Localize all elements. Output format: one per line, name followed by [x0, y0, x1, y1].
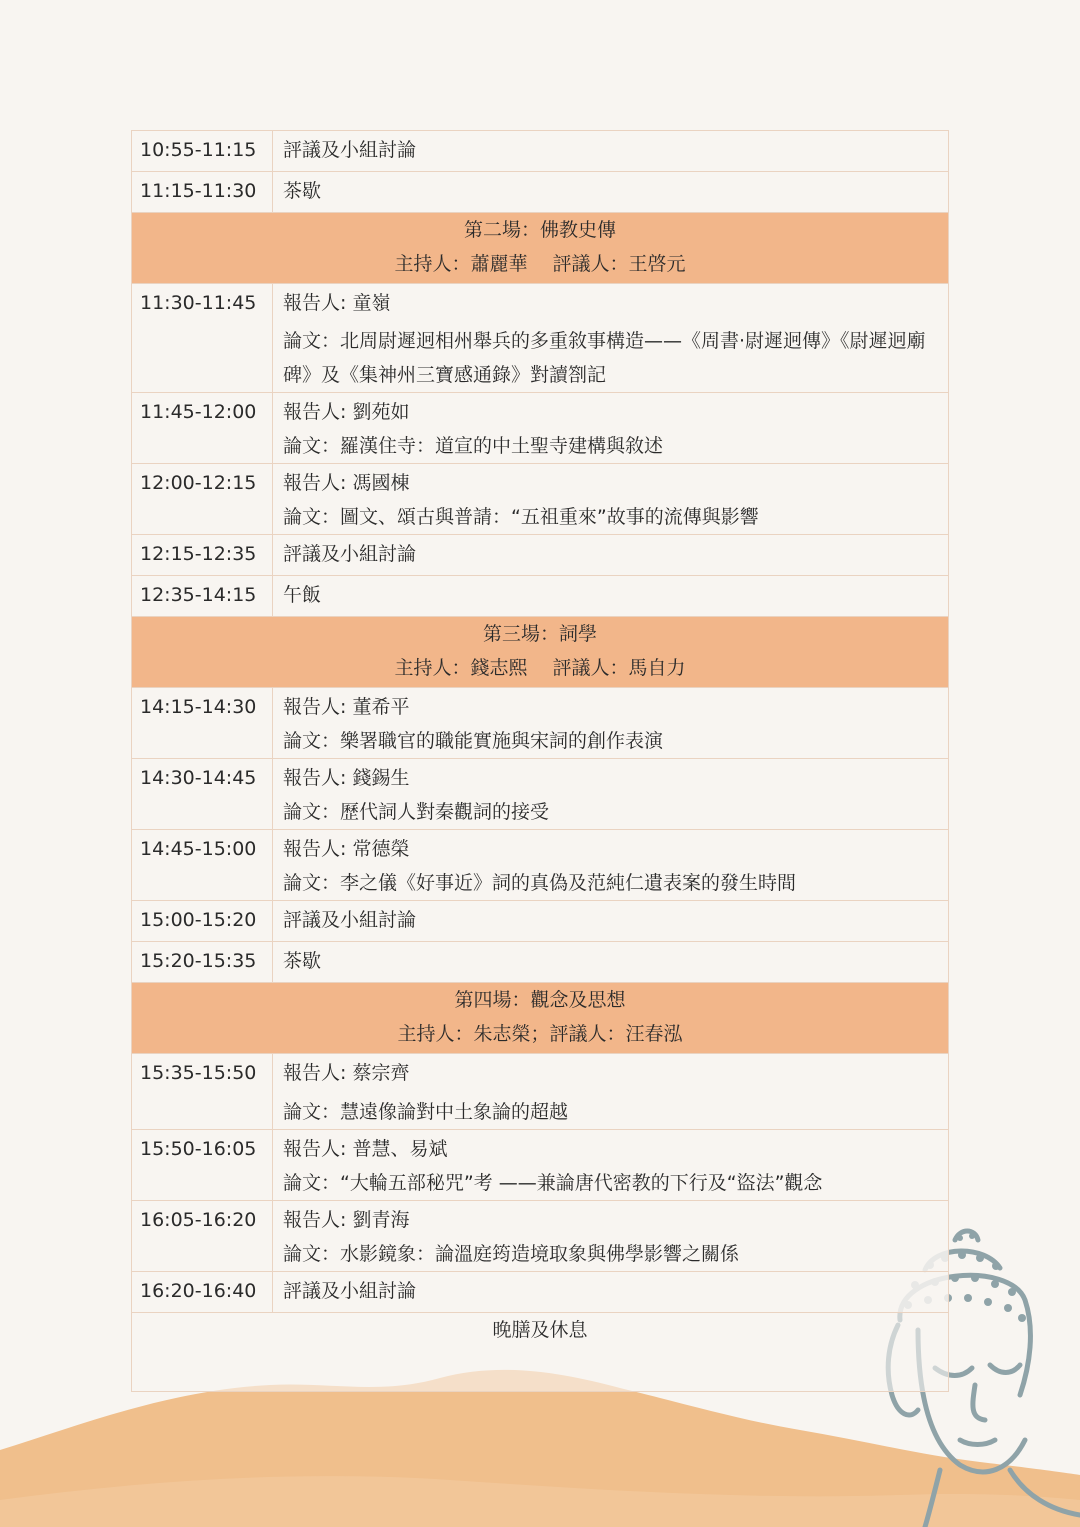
speaker-label: 報告人: 劉苑如: [283, 401, 410, 423]
time-cell: 12:00-12:15: [132, 464, 273, 535]
speaker-label: 報告人: 董希平: [283, 696, 410, 718]
paper-title: 論文：水影鏡象：論溫庭筠造境取象與佛學影響之關係: [283, 1243, 740, 1265]
session-hosts: 主持人：錢志熙 評議人：馬自力: [394, 657, 686, 679]
time-cell: 14:45-15:00: [132, 830, 273, 901]
talk-cell: [273, 688, 949, 759]
session-cell: [132, 213, 949, 284]
table-row: [132, 576, 949, 617]
table-row: [132, 535, 949, 576]
time-cell: 10:55-11:15: [132, 131, 273, 172]
speaker-label: 報告人: 錢錫生: [283, 767, 410, 789]
table-row: [132, 688, 949, 759]
table-row: [132, 172, 949, 213]
talk-cell: [273, 1054, 949, 1130]
table-row: [132, 131, 949, 172]
session-title: 第二場：佛教史傳: [463, 219, 616, 241]
speaker-label: 報告人: 馮國棟: [283, 472, 410, 494]
event-cell: 評議及小組討論: [273, 901, 949, 942]
time-cell: 12:35-14:15: [132, 576, 273, 617]
event-cell: 午飯: [273, 576, 949, 617]
table-row: [132, 464, 949, 535]
event-cell: 茶歇: [273, 172, 949, 213]
table-row: [132, 901, 949, 942]
paper-title: 論文：“大輪五部秘咒”考 ——兼論唐代密教的下行及“盜法”觀念: [283, 1172, 823, 1194]
table-row: [132, 284, 949, 393]
table-row: [132, 393, 949, 464]
closing-row: [132, 1313, 949, 1392]
talk-cell: [273, 759, 949, 830]
session-cell: [132, 617, 949, 688]
time-cell: 11:30-11:45: [132, 284, 273, 393]
session-hosts: 主持人：蕭麗華 評議人：王啓元: [394, 253, 686, 275]
table-row: [132, 1130, 949, 1201]
time-cell: 14:30-14:45: [132, 759, 273, 830]
time-cell: 11:15-11:30: [132, 172, 273, 213]
time-cell: 15:00-15:20: [132, 901, 273, 942]
time-cell: 14:15-14:30: [132, 688, 273, 759]
table-row: [132, 759, 949, 830]
session-header: [132, 617, 949, 688]
session-cell: [132, 983, 949, 1054]
talk-cell: [273, 1201, 949, 1272]
paper-title: 論文：圖文、頌古與普請：“五祖重來”故事的流傳與影響: [283, 506, 759, 528]
session-header: [132, 213, 949, 284]
table-row: [132, 1272, 949, 1313]
table-row: [132, 1201, 949, 1272]
closing-cell: 晚膳及休息: [132, 1313, 949, 1392]
paper-title: 論文：羅漢住寺：道宣的中土聖寺建構與敘述: [283, 435, 664, 457]
time-cell: 15:35-15:50: [132, 1054, 273, 1130]
speaker-label: 報告人: 蔡宗齊: [283, 1062, 410, 1084]
time-cell: 16:05-16:20: [132, 1201, 273, 1272]
event-cell: 評議及小組討論: [273, 131, 949, 172]
talk-cell: [273, 464, 949, 535]
event-cell: 評議及小組討論: [273, 535, 949, 576]
time-cell: 12:15-12:35: [132, 535, 273, 576]
talk-cell: [273, 284, 949, 393]
session-title: 第四場：觀念及思想: [454, 989, 626, 1011]
paper-title: 論文：李之儀《好事近》詞的真偽及范純仁遺表案的發生時間: [283, 872, 797, 894]
event-cell: 茶歇: [273, 942, 949, 983]
speaker-label: 報告人: 童嶺: [283, 292, 391, 314]
paper-title: 論文：樂署職官的職能實施與宋詞的創作表演: [283, 730, 664, 752]
session-header: [132, 983, 949, 1054]
time-cell: 15:20-15:35: [132, 942, 273, 983]
schedule-table: [131, 130, 949, 1392]
paper-title: 論文：慧遠像論對中土象論的超越: [283, 1101, 569, 1123]
paper-title: 論文：歷代詞人對秦觀詞的接受: [283, 801, 550, 823]
speaker-label: 報告人: 普慧、易斌: [283, 1138, 448, 1160]
time-cell: 15:50-16:05: [132, 1130, 273, 1201]
session-hosts: 主持人：朱志榮；評議人：汪春泓: [397, 1023, 683, 1045]
table-row: [132, 1054, 949, 1130]
talk-cell: [273, 830, 949, 901]
time-cell: 16:20-16:40: [132, 1272, 273, 1313]
time-cell: 11:45-12:00: [132, 393, 273, 464]
speaker-label: 報告人: 常德榮: [283, 838, 410, 860]
paper-title: 論文：北周尉遲迥相州舉兵的多重敘事構造——《周書·尉遲迥傳》《尉遲迥廟碑》及《集神州三寶感通錄》對讀劄記: [283, 330, 926, 386]
event-cell: 評議及小組討論: [273, 1272, 949, 1313]
talk-cell: [273, 393, 949, 464]
speaker-label: 報告人: 劉青海: [283, 1209, 410, 1231]
session-title: 第三場：詞學: [482, 623, 597, 645]
table-row: [132, 830, 949, 901]
table-row: [132, 942, 949, 983]
talk-cell: [273, 1130, 949, 1201]
